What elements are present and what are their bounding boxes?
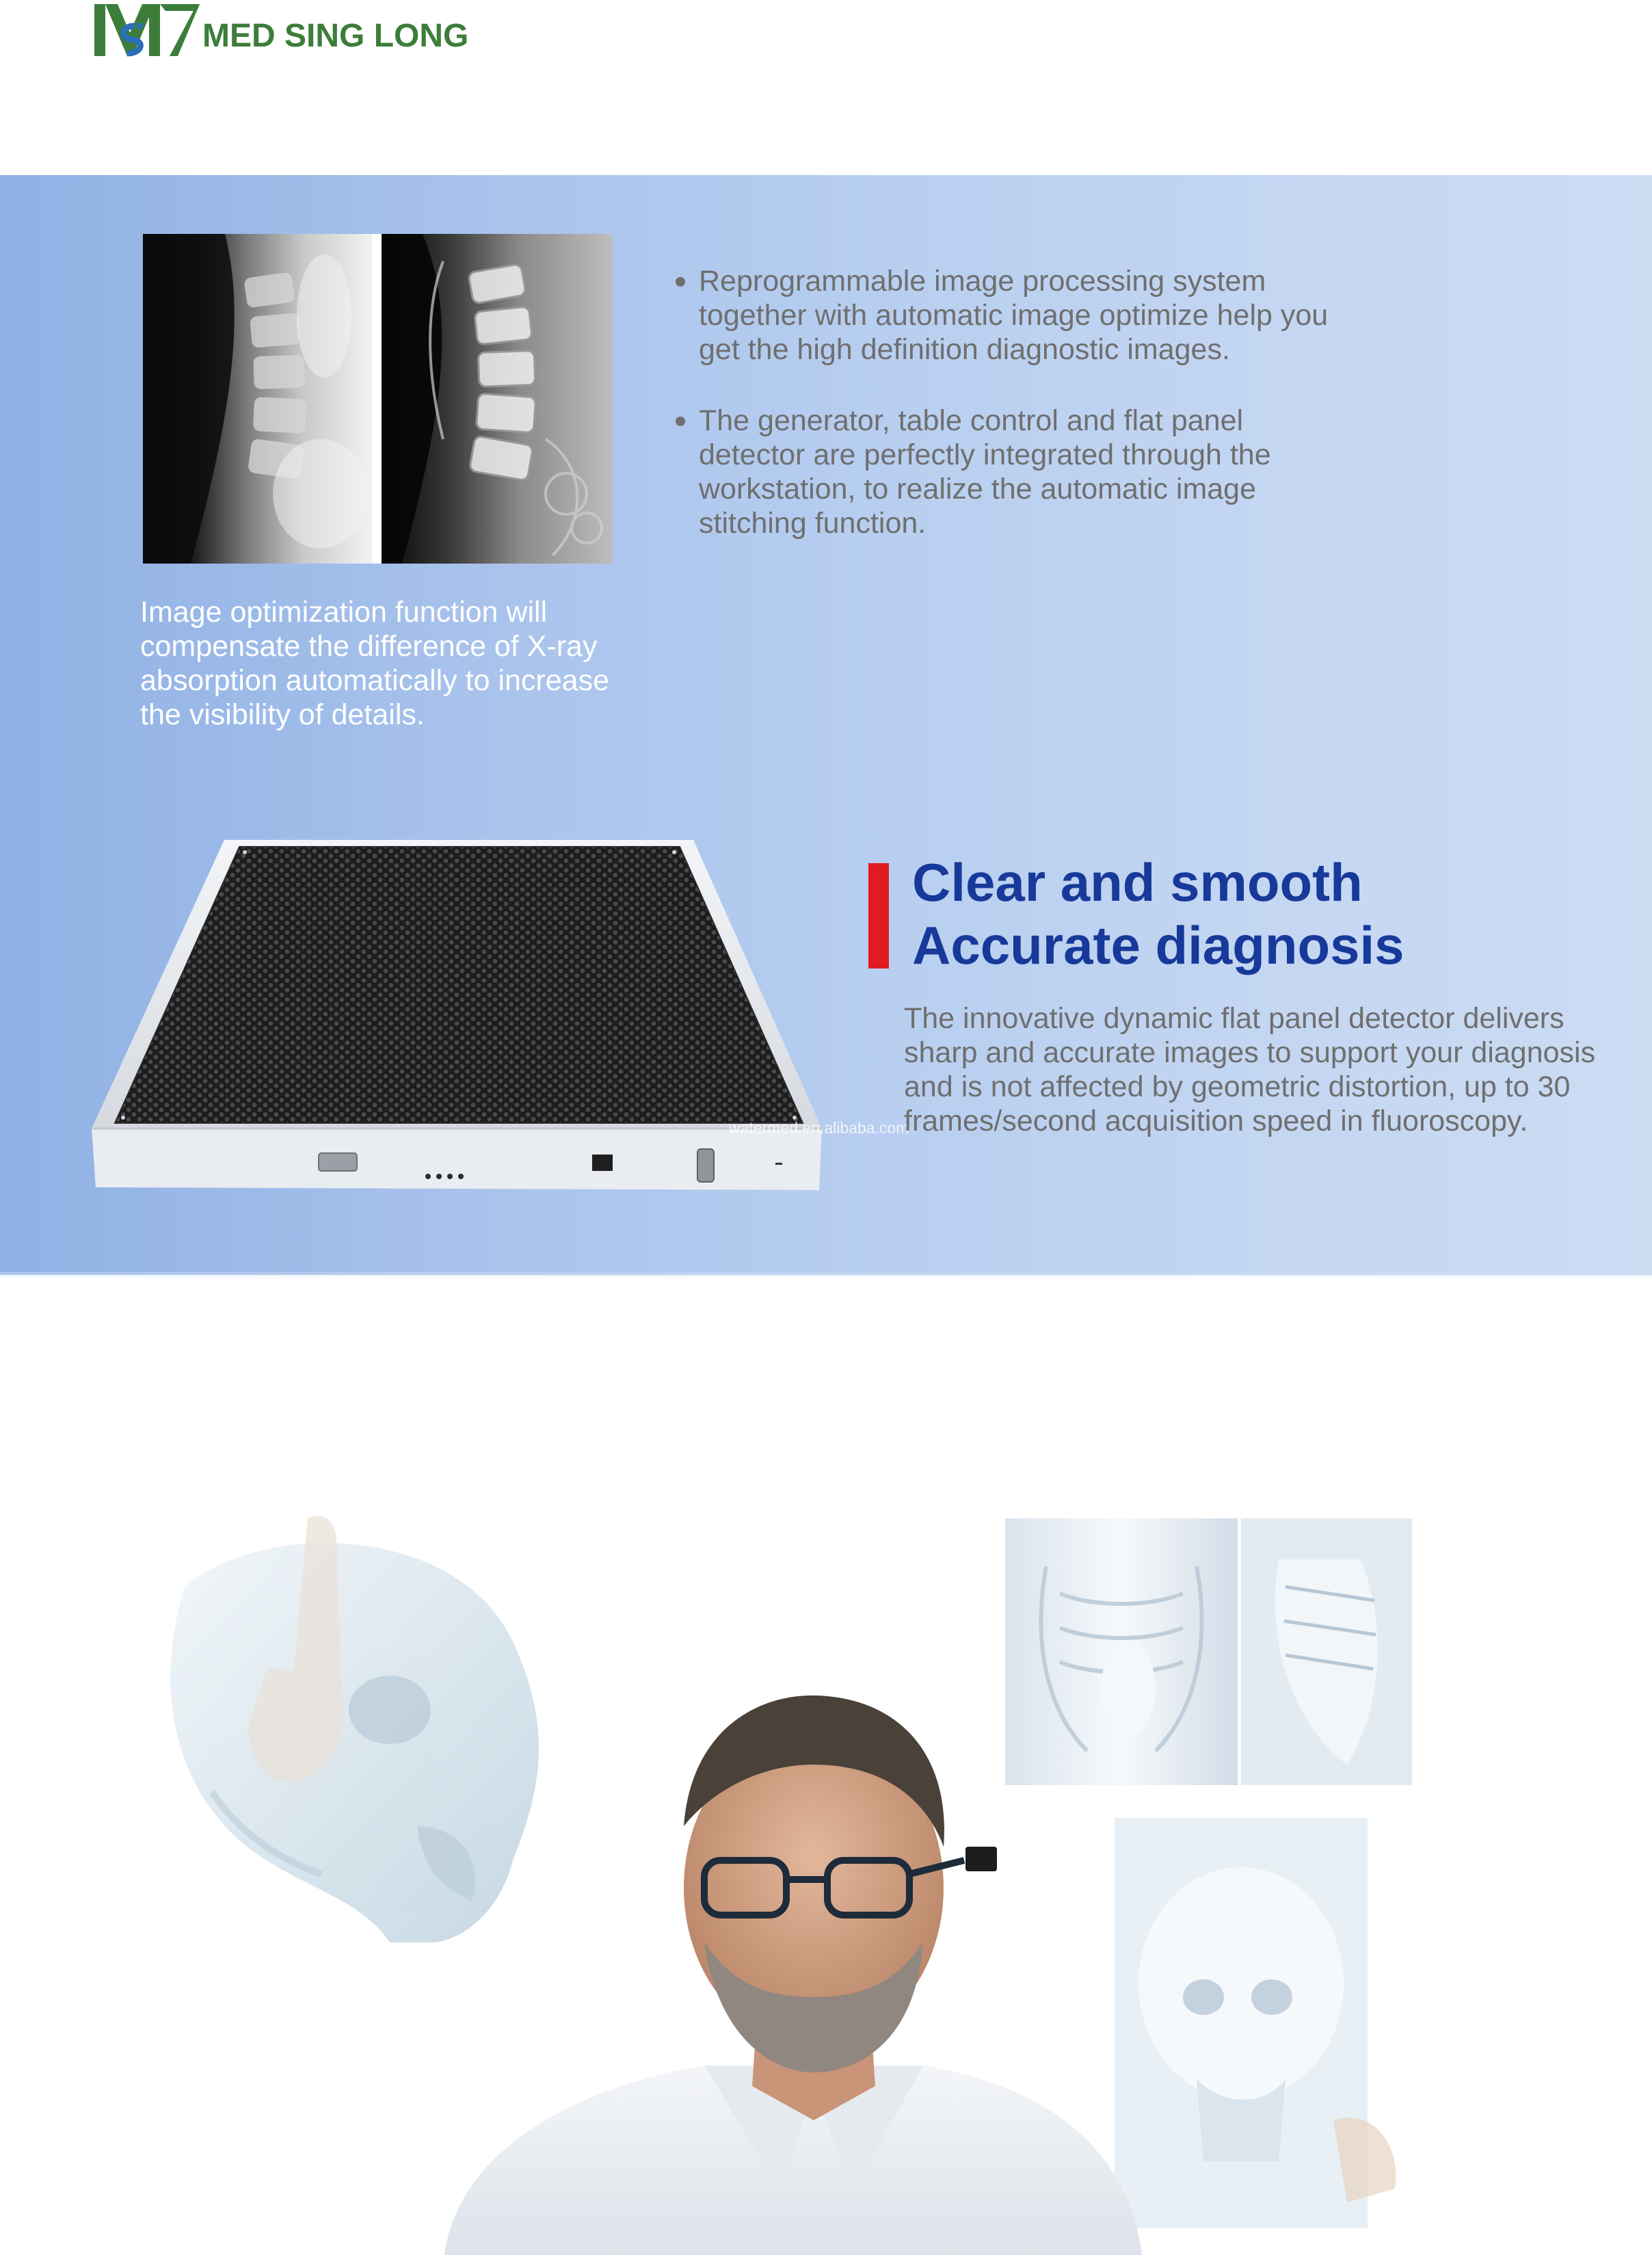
brand-logo[interactable] — [94, 1, 468, 59]
brand-name: MED SING LONG — [202, 17, 469, 54]
heading-line-2: Accurate diagnosis — [912, 915, 1404, 975]
watermark-text: watermed.en.alibaba.com — [729, 1119, 909, 1137]
bullet-icon — [676, 277, 685, 287]
image-optimization-caption: Image optimization function will compensate the difference of X-ray absorption automatically to increase the visibility of details. — [140, 596, 609, 731]
spine-xray-image-raw — [143, 234, 372, 564]
feature-bullets — [671, 264, 1355, 577]
accent-bar — [868, 863, 889, 968]
feature-bullet-item — [671, 404, 1355, 540]
bullet-text: Reprogrammable image processing system together with automatic image optimize help you get the high definition diagnostic images. — [699, 265, 1329, 366]
heading-line-1: Clear and smooth — [912, 852, 1363, 912]
bullet-text: The generator, table control and flat panel detector are perfectly integrated through the workstation, to realize the automatic image stitching function. — [699, 404, 1271, 540]
spine-xray-image-optimized — [382, 234, 612, 564]
flat-panel-detector-image — [88, 834, 826, 1204]
section-heading — [912, 851, 1404, 977]
feature-bullet-item — [671, 264, 1355, 367]
bullet-icon — [676, 417, 685, 426]
doctor-xray-photo — [103, 1505, 1470, 2255]
xray-comparison — [143, 234, 612, 564]
band-fade — [0, 1272, 1652, 1279]
detector-description: The innovative dynamic flat panel detector delivers sharp and accurate images to support your diagnosis and is not affected by geometric distortion, up to 30 frames/second acquisition speed in fluoroscopy. — [904, 1002, 1596, 1137]
msl-logo-icon — [94, 1, 200, 59]
